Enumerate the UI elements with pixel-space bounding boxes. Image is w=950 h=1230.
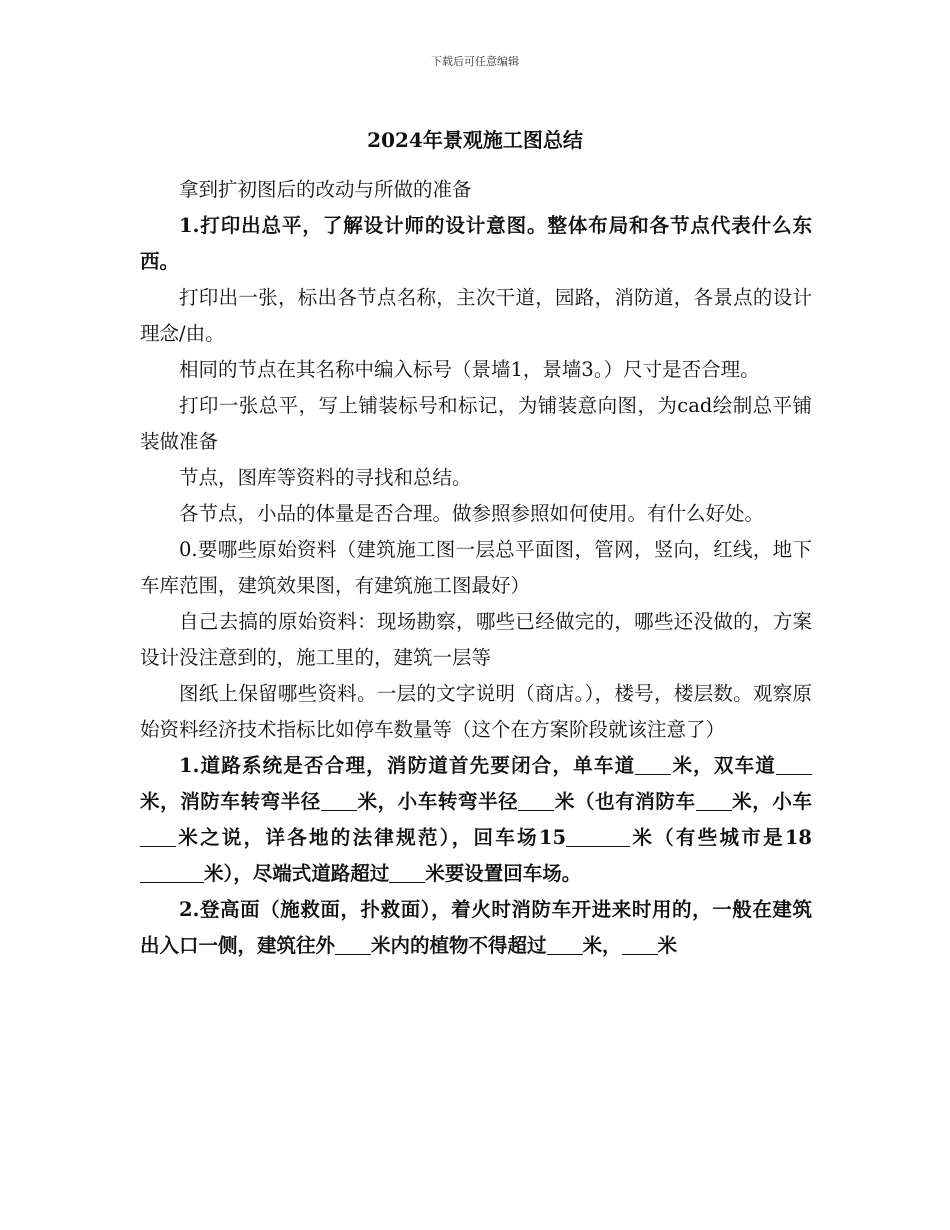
text-run: 米，消防车转弯半径 [140,790,321,813]
fill-blank [566,825,630,846]
paragraph: 打印一张总平，写上铺装标号和标记，为铺装意向图，为cad绘制总平铺装做准备 [140,394,812,453]
fill-blank [622,933,658,954]
text-run: 米内的植物不得超过 [371,934,547,957]
text-run: 米，小车转弯半径 [356,790,519,813]
fill-blank [547,933,583,954]
document-body [140,172,812,964]
paragraph: 拿到扩初图后的改动与所做的准备 [179,178,472,201]
fill-blank [140,861,204,882]
document-title: 2024年景观施工图总结 [367,128,583,152]
fill-blank [696,789,732,810]
fill-blank [140,825,176,846]
text-run: 米之说，详各地的法律规范），回车场15 [176,826,567,849]
text-run: 米，小车 [731,790,812,813]
paragraph: 打印出一张，标出各节点名称，主次干道，园路，消防道，各景点的设计理念/由。 [140,286,812,345]
paragraph-heading: 1.打印出总平，了解设计师的设计意图。整体布局和各节点代表什么东西。 [140,214,812,273]
text-run: 米要设置回车场。 [425,862,582,885]
text-run: 米 [657,934,678,957]
text-run: 2.登高面（施救面，扑救面），着火时消防车开进来时用的，一般在建筑出入口一侧，建筑往外 [140,898,812,957]
paragraph: 自己去搞的原始资料：现场勘察，哪些已经做完的，哪些还没做的，方案设计没注意到的，施工里的，建筑一层等 [140,610,812,669]
text-run: 米，双车道 [671,754,776,777]
text-run: 米（有些城市是18 [630,826,812,849]
paragraph: 各节点，小品的体量是否合理。做参照参照如何使用。有什么好处。 [179,502,765,525]
paragraph: 相同的节点在其名称中编入标号（景墙1，景墙3。）尺寸是否合理。 [179,358,760,381]
text-run: 米， [582,934,622,957]
paragraph: 节点，图库等资料的寻找和总结。 [179,466,472,489]
page-header: 下载后可任意编辑 [431,55,519,68]
paragraph: 图纸上保留哪些资料。一层的文字说明（商店。），楼号，楼层数。观察原始资料经济技术指标比如停车数量等（这个在方案阶段就该注意了） [140,682,812,741]
fill-blank [635,753,671,774]
text-run: 1.道路系统是否合理，消防道首先要闭合，单车道 [179,754,636,777]
fire-access-paragraph [140,892,812,964]
text-run: 米（也有消防车 [554,790,696,813]
fill-blank [389,861,425,882]
road-system-paragraph [140,748,812,892]
text-run: 米），尽端式道路超过 [204,862,390,885]
fill-blank [321,789,357,810]
fill-blank [518,789,554,810]
fill-blank [776,753,812,774]
paragraph: 0.要哪些原始资料（建筑施工图一层总平面图，管网，竖向，红线，地下车库范围，建筑效果图，有建筑施工图最好） [140,538,812,597]
fill-blank [335,933,371,954]
